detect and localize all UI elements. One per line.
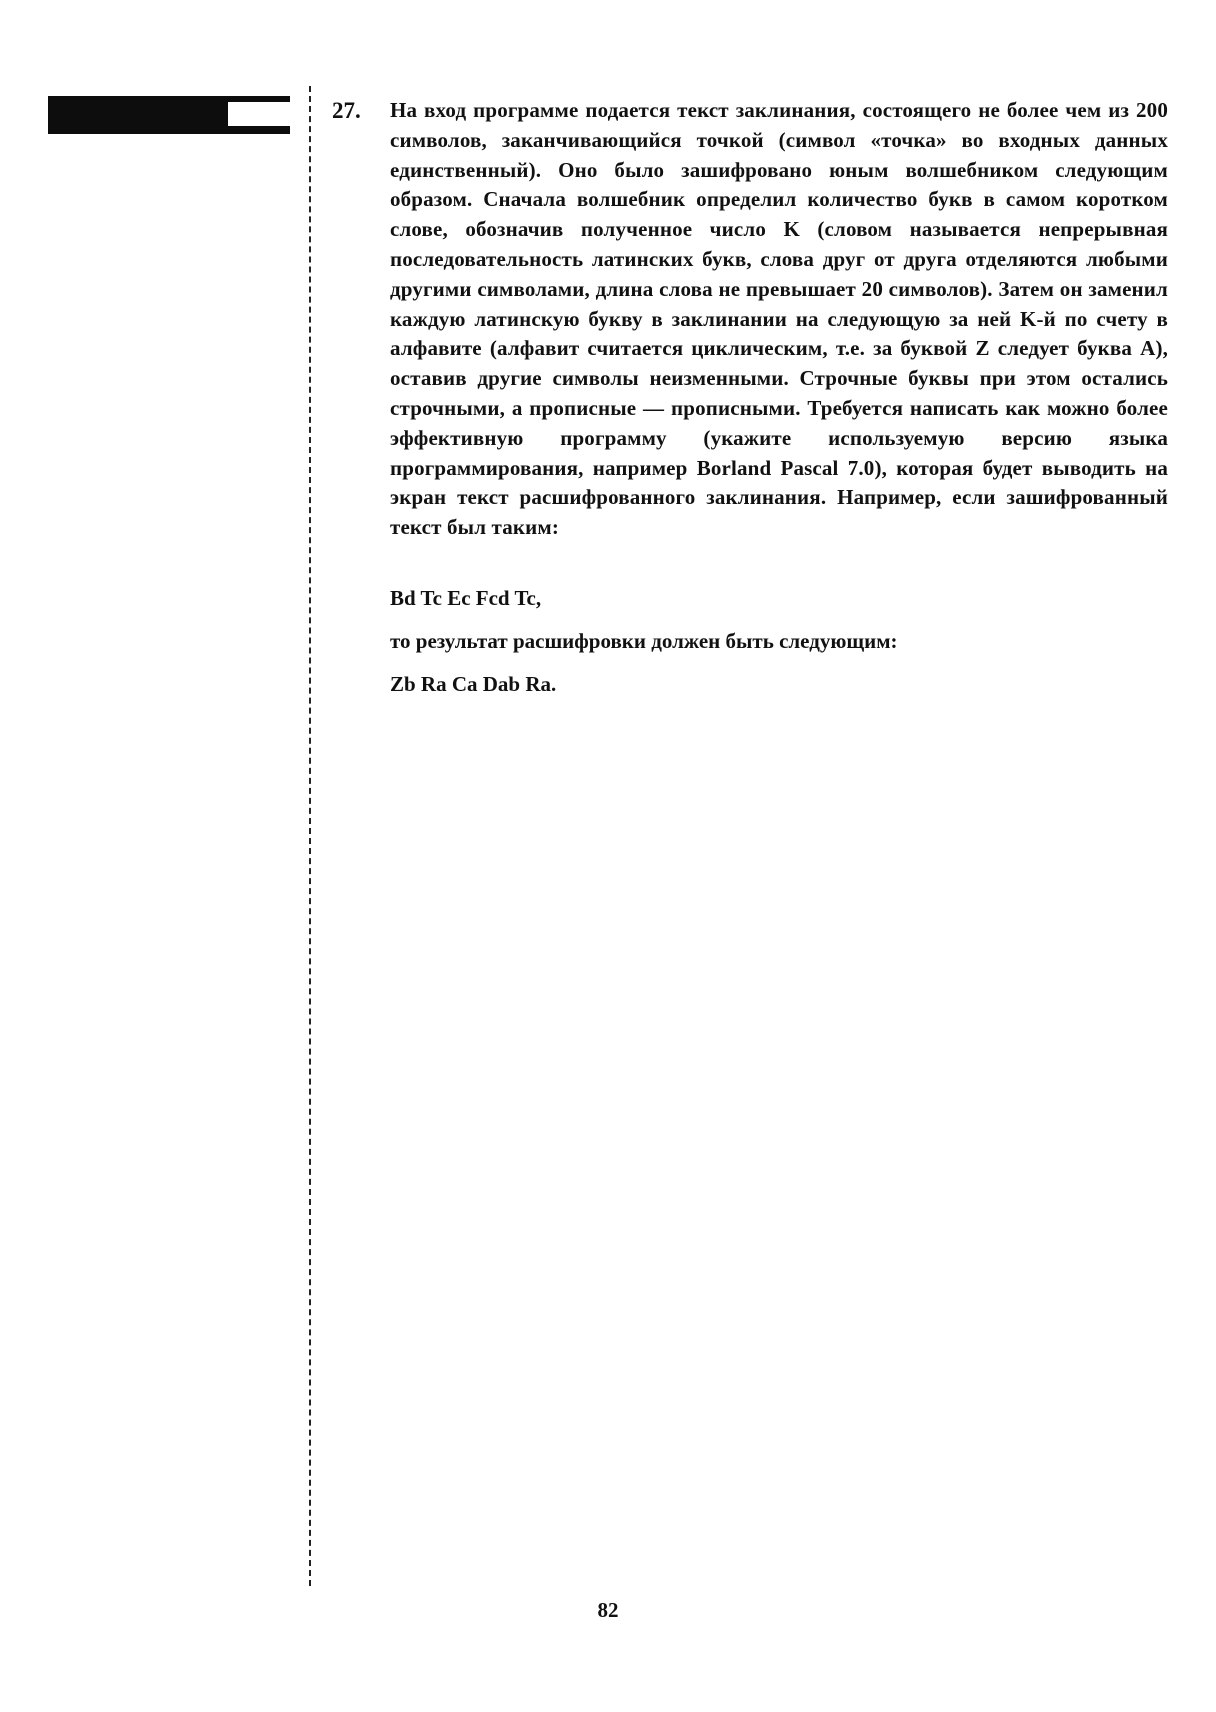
encrypted-example: Bd Tc Ec Fcd Tc, [390, 586, 542, 610]
page-number: 82 [597, 1598, 619, 1622]
result-intro: то результат расшифровки должен быть следующим: [390, 629, 898, 653]
task-statement: На вход программе подается текст заклинания, состоящего не более чем из 200 символов, заканчивающийся точкой (символ «точка» во входных данных единственный). Оно было зашифровано юным волшебником следующим образом. Сначала волшебник определил количество букв в самом коротком слове, обозначив полученное число K (словом называется непрерывная последовательность латинских букв, слова друг от друга отделяются любыми другими символами, длина слова не превышает 20 символов). Затем он заменил каждую латинскую букву в заклинании на следующую за ней K-й по счету в алфавите (алфавит считается циклическим, т.е. за буквой Z следует буква A), оставив другие символы неизменными. Строчные буквы при этом остались строчными, а прописные — прописными. Требуется написать как можно более эффективную программу (укажите используемую версию языка программирования, например Borland Pascal 7.0), которая будет выводить на экран текст расшифрованного заклинания. Например, если зашифрованный текст был таким: [390, 98, 1168, 540]
cut-line [309, 86, 311, 1586]
answer-box [48, 96, 290, 134]
task-number: 27. [332, 98, 361, 123]
decrypted-example: Zb Ra Ca Dab Ra. [390, 672, 557, 696]
task-text [390, 96, 1168, 543]
